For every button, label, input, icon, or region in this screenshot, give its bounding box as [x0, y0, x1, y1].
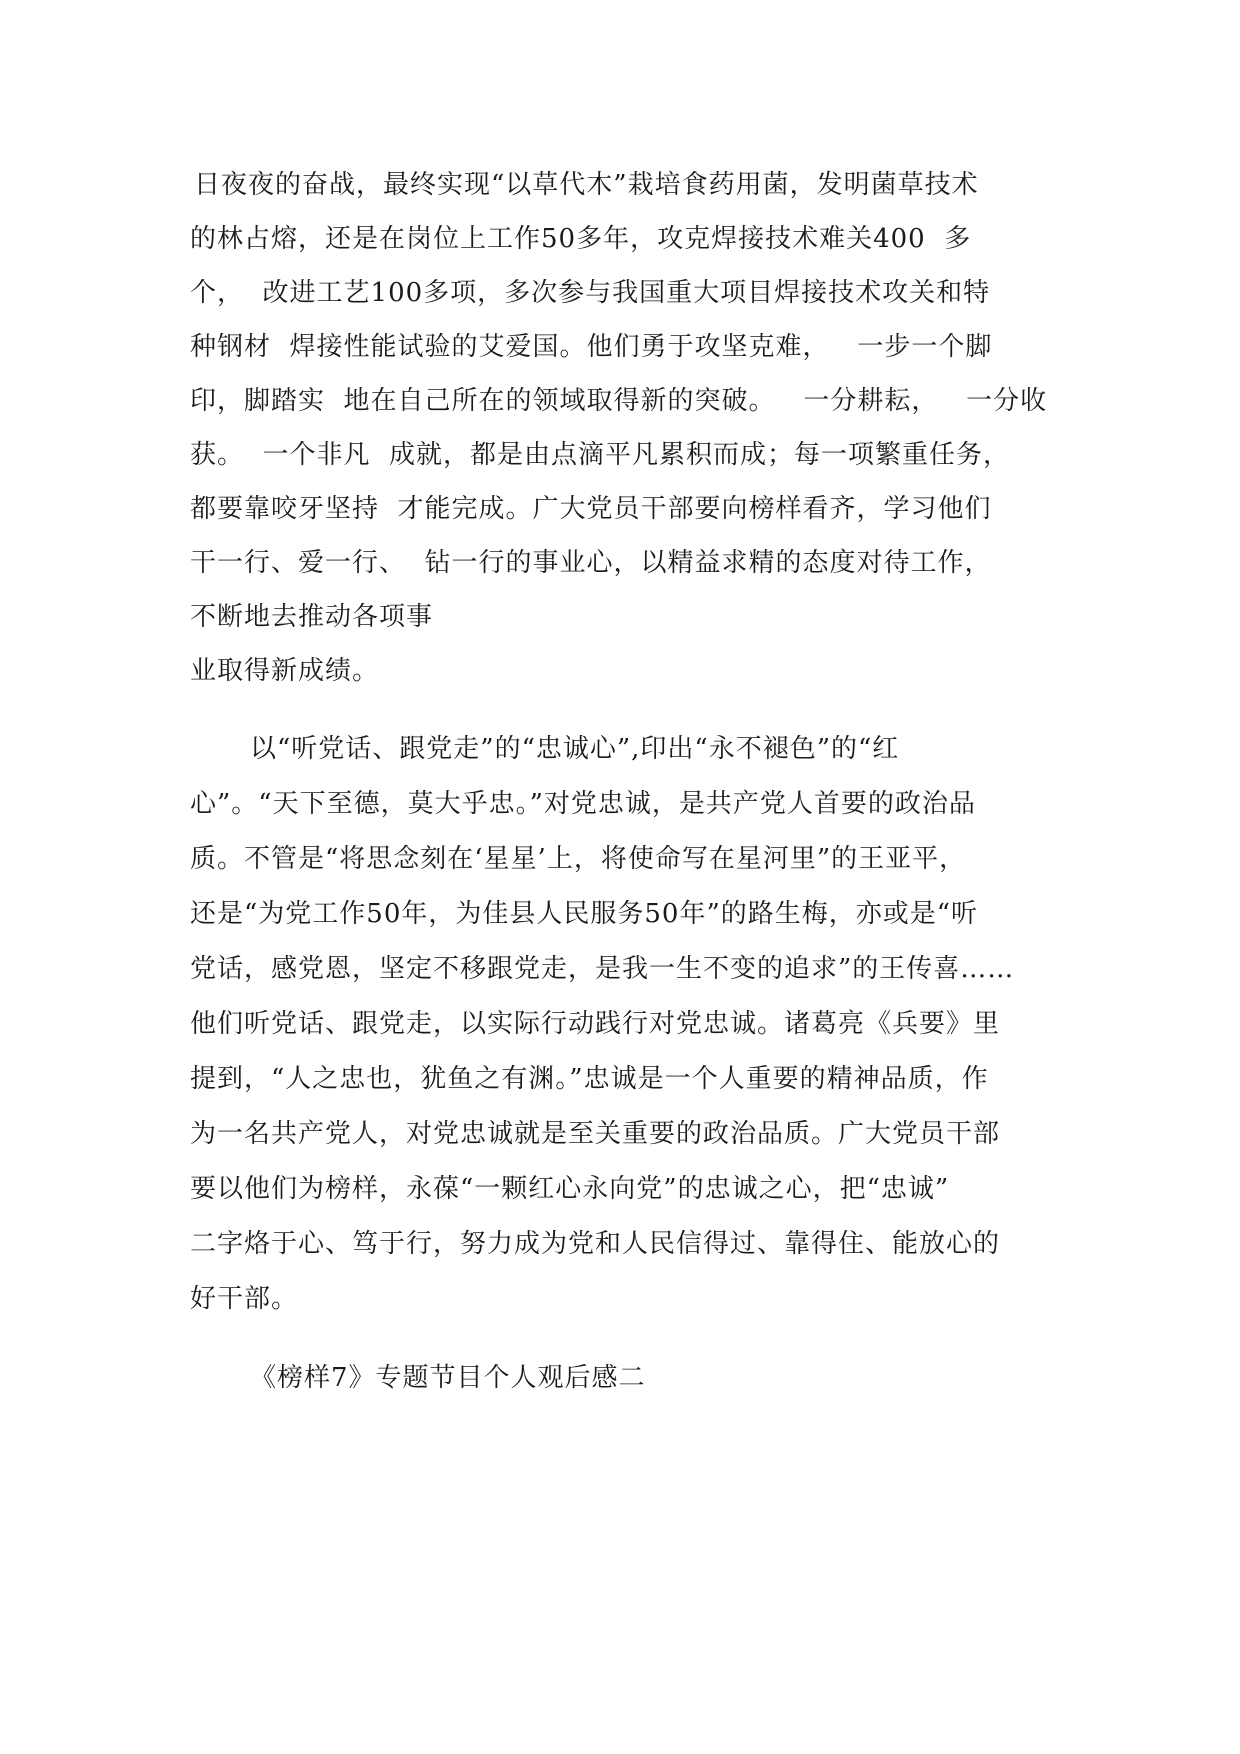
paragraph-2-line-5: 党话，感党恩，坚定不移跟党走，是我一生不变的追求”的王传喜……: [190, 954, 1015, 984]
paragraph-2-line-2: 心”。“天下至德，莫大乎忠。”对党忠诚，是共产党人首要的政治品: [190, 789, 976, 819]
paragraph-2-line-3: 质。不管是“将思念刻在‘星星’上，将使命写在星河里”的王亚平，: [190, 844, 967, 874]
paragraph-1-line-5: 印，脚踏实 地在自己所在的领域取得新的突破。 一分耕耘， 一分收: [190, 386, 1048, 416]
paragraph-2-line-6: 他们听党话、跟党走，以实际行动践行对党忠诚。诸葛亮《兵要》里: [190, 1009, 1001, 1039]
paragraph-1-line-9: 不断地去推动各项事: [190, 602, 434, 632]
paragraph-2-line-9: 要以他们为榜样，永葆“一颗红心永向党”的忠诚之心，把“忠诚”: [190, 1174, 950, 1204]
section-heading: 《榜样7》专题节目个人观后感二: [250, 1363, 646, 1393]
paragraph-2-line-10: 二字烙于心、笃于行，努力成为党和人民信得过、靠得住、能放心的: [190, 1229, 1001, 1259]
paragraph-1-line-4: 种钢材 焊接性能试验的艾爱国。他们勇于攻坚克难， 一步一个脚: [190, 332, 993, 362]
paragraph-1-line-3: 个， 改进工艺100多项，多次参与我国重大项目焊接技术攻关和特: [190, 278, 991, 308]
paragraph-1-line-8: 干一行、爱一行、 钻一行的事业心，以精益求精的态度对待工作，: [190, 548, 992, 578]
paragraph-2-line-7: 提到，“人之忠也，犹鱼之有渊。”忠诚是一个人重要的精神品质，作: [190, 1064, 989, 1094]
paragraph-1-line-1: 日夜夜的奋战，最终实现“以草代木”栽培食药用菌，发明菌草技术: [194, 170, 979, 200]
paragraph-2-line-4: 还是“为党工作50年，为佳县人民服务50年”的路生梅，亦或是“听: [190, 899, 979, 929]
paragraph-2-line-1: 以“听党话、跟党走”的“忠诚心”,印出“永不褪色”的“红: [250, 734, 900, 764]
paragraph-1-line-6: 获。 一个非凡 成就，都是由点滴平凡累积而成；每一项繁重任务，: [190, 440, 1011, 470]
paragraph-1-line-7: 都要靠咬牙坚持 才能完成。广大党员干部要向榜样看齐，学习他们: [190, 494, 992, 524]
paragraph-2-line-11: 好干部。: [190, 1284, 299, 1314]
paragraph-1-line-2: 的林占熔，还是在岗位上工作50多年，攻克焊接技术难关400 多: [190, 224, 972, 254]
paragraph-2-line-8: 为一名共产党人，对党忠诚就是至关重要的政治品质。广大党员干部: [190, 1119, 1001, 1149]
paragraph-1-line-10: 业取得新成绩。: [190, 656, 380, 686]
